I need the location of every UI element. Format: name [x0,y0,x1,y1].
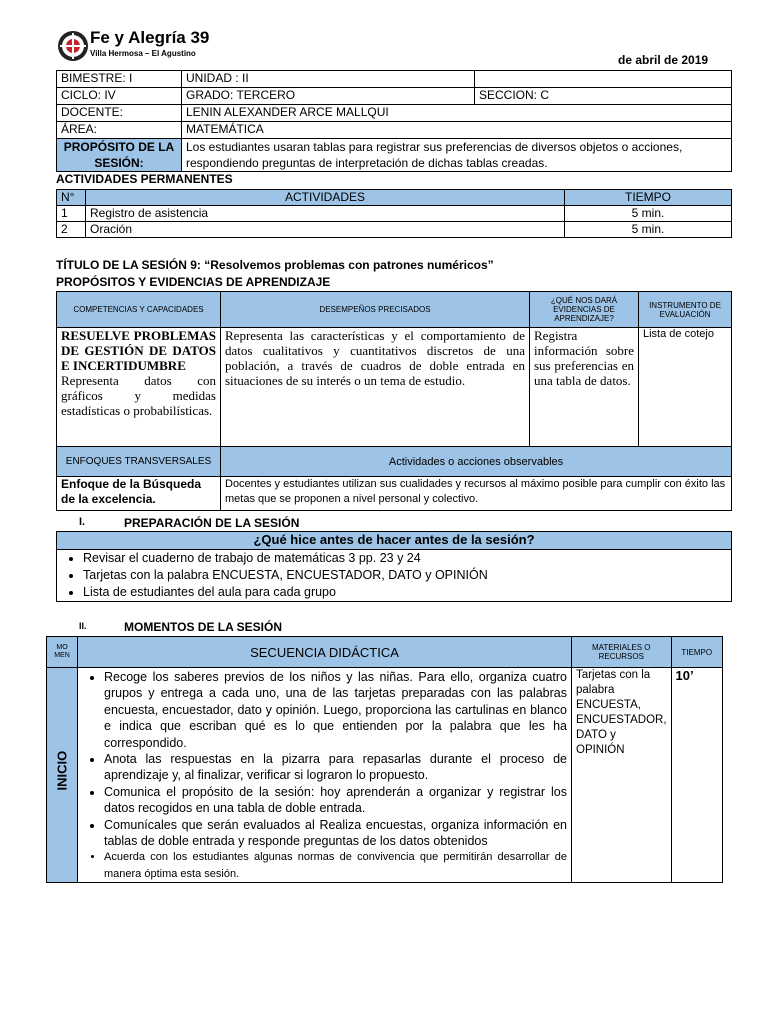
secuencia-cell [78,668,572,883]
proposito-label: PROPÓSITO DE LA SESIÓN: [57,139,182,172]
list-item: • Lista de estudiantes del aula para cada grupo [83,584,727,601]
col-momento: MO MEN [47,637,78,668]
logo-title: Fe y Alegría 39 [90,28,210,47]
date: de abril de 2019 [618,53,709,67]
proposito: Los estudiantes usaran tablas para registrar sus preferencias de diversos objetos o acciones, respondiendo preguntas de interpretación de dichas tablas creadas. [182,139,732,172]
col-num: N° [57,190,86,206]
secuencia-list [82,669,567,882]
ciclo: CICLO: IV [57,88,182,105]
phase-cell [47,668,78,883]
row-actividad: Registro de asistencia [86,206,565,222]
area: MATEMÁTICA [182,122,732,139]
momentos-table [46,636,723,883]
preparacion-list-cell [57,550,732,602]
col-evidencias: ¿QUÉ NOS DARÁ EVIDENCIAS DE APRENDIZAJE? [530,292,639,328]
col-instrumento: INSTRUMENTO DE EVALUACIÓN [639,292,732,328]
preparacion-title: PREPARACIÓN DE LA SESIÓN [124,516,300,530]
bimestre: BIMESTRE: I [57,71,182,88]
empty-cell [475,71,732,88]
permanentes-table [56,189,732,238]
col-tiempo: TIEMPO [671,637,722,668]
acciones-header: Actividades o acciones observables [221,447,732,477]
permanentes-title: ACTIVIDADES PERMANENTES [56,172,233,186]
row-num: 2 [57,222,86,238]
list-item: • Recoge los saberes previos de los niños y las niñas. Para ello, organiza cuatro grupos y entrega a cada uno, una de las tarjetas preparadas con las palabras encuesta, encuestador, dato y opinión. Luego, proporciona las cartulinas en blanco e indica que escriban qué es lo que entienden por la palabra que les ha correspondido. [104,669,567,751]
competencia-cell [57,328,221,447]
list-item: • Tarjetas con la palabra ENCUESTA, ENCUESTADOR, DATO y OPINIÓN [83,567,727,584]
preparacion-num: I. [79,516,86,528]
list-item: • Anota las respuestas en la pizarra para repasarlas durante el proceso de aprendizaje y, al finalizar, verificar si lograron lo propuesto. [104,751,567,784]
instrumento: Lista de cotejo [639,328,732,447]
col-competencias: COMPETENCIAS Y CAPACIDADES [57,292,221,328]
preparacion-list [61,550,727,601]
col-materiales: MATERIALES O RECURSOS [572,637,672,668]
momentos-num: II. [79,621,87,631]
logo-emblem-icon [57,30,89,62]
logo [57,28,210,64]
momentos-title: MOMENTOS DE LA SESIÓN [124,620,283,634]
col-tiempo: TIEMPO [565,190,732,206]
row-num: 1 [57,206,86,222]
materiales: Tarjetas con la palabra ENCUESTA, ENCUESTADOR, DATO y OPINIÓN [572,668,672,883]
phase-label: INICIO [54,750,70,791]
capacidad: Representa datos con gráficos y medidas estadísticas o probabilísticas. [61,373,216,418]
docente: LENIN ALEXANDER ARCE MALLQUI [182,105,732,122]
docente-label: DOCENTE: [57,105,182,122]
evidencia: Registra información sobre sus preferencias en una tabla de datos. [530,328,639,447]
accion: Docentes y estudiantes utilizan sus cualidades y recursos al máximo posible para cumplir con éxito las metas que se proponen a nivel personal y colectivo. [221,477,732,511]
list-item: • Acuerda con los estudiantes algunas normas de convivencia que permitirán desarrollar de manera óptima esta sesión. [104,849,567,882]
propositos-title: PROPÓSITOS Y EVIDENCIAS DE APRENDIZAJE [56,275,331,289]
preparacion-table [56,531,732,602]
list-item: • Comunícales que serán evaluados al Realiza encuestas, organiza información en tablas de doble entrada y responde preguntas de los datos obtenidos [104,817,567,850]
preparacion-question: ¿Qué hice antes de hacer antes de la sesión? [57,532,732,550]
info-table [56,70,732,172]
area-label: ÁREA: [57,122,182,139]
row-tiempo: 5 min. [565,222,732,238]
col-actividades: ACTIVIDADES [86,190,565,206]
tiempo: 10’ [671,668,722,883]
col-secuencia: SECUENCIA DIDÁCTICA [78,637,572,668]
list-item: • Comunica el propósito de la sesión: hoy aprenderán a organizar y registrar los datos recogidos en una tabla de doble entrada. [104,784,567,817]
col-desempenos: DESEMPEÑOS PRECISADOS [221,292,530,328]
row-actividad: Oración [86,222,565,238]
seccion: SECCION: C [475,88,732,105]
logo-subtitle: Villa Hermosa – El Agustino [90,49,196,58]
row-tiempo: 5 min. [565,206,732,222]
enfoques-header: ENFOQUES TRANSVERSALES [57,447,221,477]
unidad: UNIDAD : II [182,71,475,88]
competencia: RESUELVE PROBLEMAS DE GESTIÓN DE DATOS E INCERTIDUMBRE [61,328,216,373]
grado: GRADO: TERCERO [182,88,475,105]
desempeno: Representa las características y el comportamiento de datos cualitativos y cuantitativos discretos de una población, a través de cuadros de doble entrada en situaciones de su interés o un tema de estudio. [221,328,530,447]
enfoque: Enfoque de la Búsqueda de la excelencia. [57,477,221,511]
session-title: TÍTULO DE LA SESIÓN 9: “Resolvemos problemas con patrones numéricos” [56,258,494,272]
aprendizaje-table [56,291,732,511]
list-item: • Revisar el cuaderno de trabajo de matemáticas 3 pp. 23 y 24 [83,550,727,567]
